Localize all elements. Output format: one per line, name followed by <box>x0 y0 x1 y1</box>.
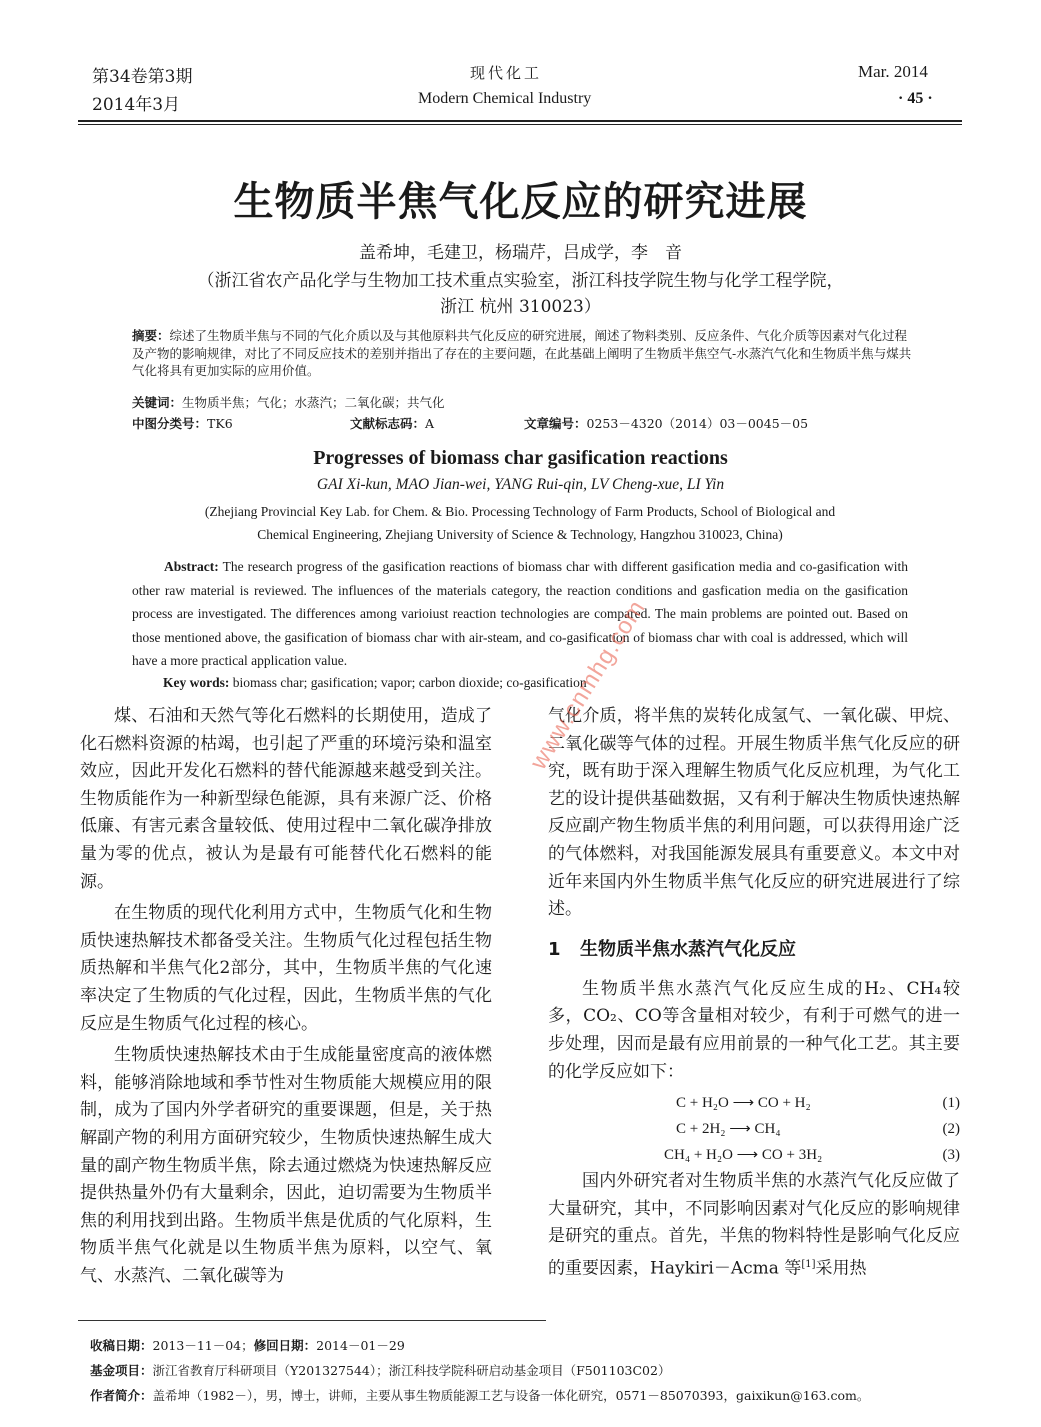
header-rule <box>78 120 962 122</box>
received-date: 2013－11－04； <box>152 1338 254 1353</box>
volume-info: 第34卷第3期 <box>92 67 193 87</box>
keywords-en-text: biomass char; gasification; vapor; carbon dioxide; co-gasification <box>232 675 587 690</box>
doc-code-value: A <box>425 416 435 431</box>
journal-title-en: Modern Chemical Industry <box>418 90 592 107</box>
article-no-value: 0253－4320（2014）03－0045－05 <box>586 416 809 431</box>
footnote-funding <box>90 1361 670 1379</box>
abstract-cn <box>132 327 912 380</box>
article-no-label: 文章编号： <box>524 416 587 431</box>
section-number: 1 <box>548 938 561 960</box>
right-column <box>548 703 960 1283</box>
abstract-cn-label: 摘要： <box>132 328 170 343</box>
equation-2: C + 2H₂ ⟶ CH₄ <box>676 1121 781 1138</box>
authors-cn: 盖希坤，毛建卫，杨瑞芹，吕成学，李 音 <box>359 243 682 263</box>
equation-2-number: (2) <box>942 1121 960 1138</box>
author-bio-label: 作者简介： <box>90 1388 153 1403</box>
citation-ref[interactable]: [1] <box>801 1258 816 1270</box>
abstract-en <box>132 555 908 673</box>
affiliation-cn-line2: 浙江 杭州 310023） <box>440 297 601 317</box>
doc-code-label: 文献标志码： <box>350 416 426 431</box>
clc-label: 中图分类号： <box>132 416 208 431</box>
equation-1: C + H₂O ⟶ CO + H₂ <box>676 1095 811 1112</box>
funding-text: 浙江省教育厅科研项目（Y201327544）；浙江科技学院科研启动基金项目（F501103C02） <box>152 1363 671 1378</box>
affiliation-en-line1: (Zhejiang Provincial Key Lab. for Chem. & Bio. Processing Technology of Farm Products, School of Biological and <box>204 504 836 519</box>
paragraph: 生物质快速热解技术由于生成能量密度高的液体燃料，能够消除地域和季节性对生物质能大规模应用的限制，成为了国内外学者研究的重要课题，但是，关于热解副产物的利用方面研究较少，生物质快速热解生成大量的副产物生物质半焦，除去通过燃烧为快速热解反应提供热量外仍有大量剩余，因此，迫切需要为生物质半焦的利用找到出路。生物质半焦是优质的气化原料，生物质半焦气化就是以生物质半焦为原料，以空气、氧气、水蒸汽、二氧化碳等为 <box>80 1045 492 1286</box>
keywords-cn-label: 关键词： <box>132 395 183 410</box>
issue-date: 2014年3月 <box>92 95 181 115</box>
paragraph: 煤、石油和天然气等化石燃料的长期使用，造成了化石燃料资源的枯竭，也引起了严重的环境污染和温室效应，因此开发化石燃料的替代能源越来越受到关注。生物质能作为一种新型绿色能源，具有来源广泛、价格低廉、有害元素含量较低、使用过程中二氧化碳净排放量为零的优点，被认为是最有可能替代化石燃料的能源。 <box>80 706 492 892</box>
equation-3: CH₄ + H₂O ⟶ CO + 3H₂ <box>664 1147 823 1164</box>
paragraph: 在生物质的现代化利用方式中，生物质气化和生物质快速热解技术都备受关注。生物质气化过程包括生物质热解和半焦气化2部分，其中，生物质半焦的气化速率决定了生物质的气化过程，因此，生物质半焦的气化反应是生物质气化过程的核心。 <box>80 903 492 1034</box>
keywords-en-label: Key words: <box>163 675 230 690</box>
abstract-en-text: The research progress of the gasification reactions of biomass char with different gasification media and co-gasification with other raw material is reviewed. The influences of the materials category, the reaction conditions and gasfication media on the gasification process are investigated. The differences among varioiust reaction technologies are compared. The main problems are pointed out. Based on those mentioned above, the gasification of biomass char with air-steam, and co-gasification of biomass char with coal is addressed, which will have a more practical application value. <box>132 559 908 668</box>
paragraph: 气化介质，将半焦的炭转化成氢气、一氧化碳、甲烷、二氧化碳等气体的过程。开展生物质半焦气化反应的研究，既有助于深入理解生物质气化反应机理，为气化工艺的设计提供基础数据，又有利于解决生物质快速热解反应副产物生物质半焦的利用问题，可以获得用途广泛的气体燃料，对我国能源发展具有重要意义。本文中对近年来国内外生物质半焦气化反应的研究进展进行了综述。 <box>548 706 960 920</box>
keywords-en <box>163 675 587 691</box>
clc-value: TK6 <box>207 416 233 431</box>
abstract-cn-text: 综述了生物质半焦与不同的气化介质以及与其他原料共气化反应的研究进展，阐述了物料类别、反应条件、气化介质等因素对气化过程及产物的影响规律，对比了不同反应技术的差别并指出了存在的主要问题，在此基础上阐明了生物质半焦空气-水蒸汽气化和生物质半焦与煤共气化将具有更加实际的应用价值。 <box>132 328 912 378</box>
paragraph: 生物质半焦水蒸汽气化反应生成的H₂、CH₄较多，CO₂、CO等含量相对较少，有利于可燃气的进一步处理，因而是最有应用前景的一种气化工艺。其主要的化学反应如下： <box>548 978 960 1082</box>
section-heading <box>548 924 960 976</box>
equations <box>548 1086 960 1168</box>
footnote-author <box>90 1386 869 1404</box>
affiliation-en <box>100 500 940 546</box>
watermark: www.cnmhg.com <box>525 595 651 775</box>
page-number: · 45 · <box>898 90 933 107</box>
equation-1-number: (1) <box>942 1095 960 1112</box>
affiliation-cn-line1: （浙江省农产品化学与生物加工技术重点实验室，浙江科技学院生物与化学工程学院， <box>197 271 844 291</box>
section-title: 生物质半焦水蒸汽气化反应 <box>580 938 796 960</box>
paragraph-text: 国内外研究者对生物质半焦的水蒸汽气化反应做了大量研究，其中，不同影响因素对气化反应的影响规律是研究的重点。首先，半焦的物料特性是影响气化反应的重要因素，Haykiri－Acma 等 <box>548 1171 960 1279</box>
paper-title-cn: 生物质半焦气化反应的研究进展 <box>233 179 808 225</box>
equation-3-number: (3) <box>942 1147 960 1164</box>
classification-line <box>132 415 912 433</box>
keywords-cn <box>132 394 912 412</box>
footnote-rule <box>78 1320 546 1321</box>
keywords-cn-text: 生物质半焦；气化；水蒸汽；二氧化碳；共气化 <box>182 395 445 410</box>
revised-date: 2014－01－29 <box>316 1338 405 1353</box>
journal-title-cn: 现代化工 <box>470 64 543 82</box>
footnote-dates <box>90 1336 405 1354</box>
author-bio-text: 盖希坤（1982－），男，博士，讲师，主要从事生物质能源工艺与设备一体化研究，0571－85070393，gaixikun@163.com。 <box>152 1388 870 1403</box>
revised-label: 修回日期： <box>253 1338 317 1353</box>
paragraph-text-end: 采用热 <box>815 1258 867 1279</box>
authors-en: GAI Xi-kun, MAO Jian-wei, YANG Rui-qin, LV Cheng-xue, LI Yin <box>316 476 725 493</box>
paper-title-en: Progresses of biomass char gasification reactions <box>313 447 728 469</box>
abstract-en-label: Abstract: <box>164 559 219 574</box>
affiliation-en-line2: Chemical Engineering, Zhejiang University of Science & Technology, Hangzhou 310023, China) <box>257 527 783 542</box>
issue-date-en: Mar. 2014 <box>858 62 928 81</box>
received-label: 收稿日期： <box>90 1338 153 1353</box>
left-column <box>80 703 492 1290</box>
header-rule-thin <box>78 124 962 125</box>
funding-label: 基金项目： <box>90 1363 153 1378</box>
